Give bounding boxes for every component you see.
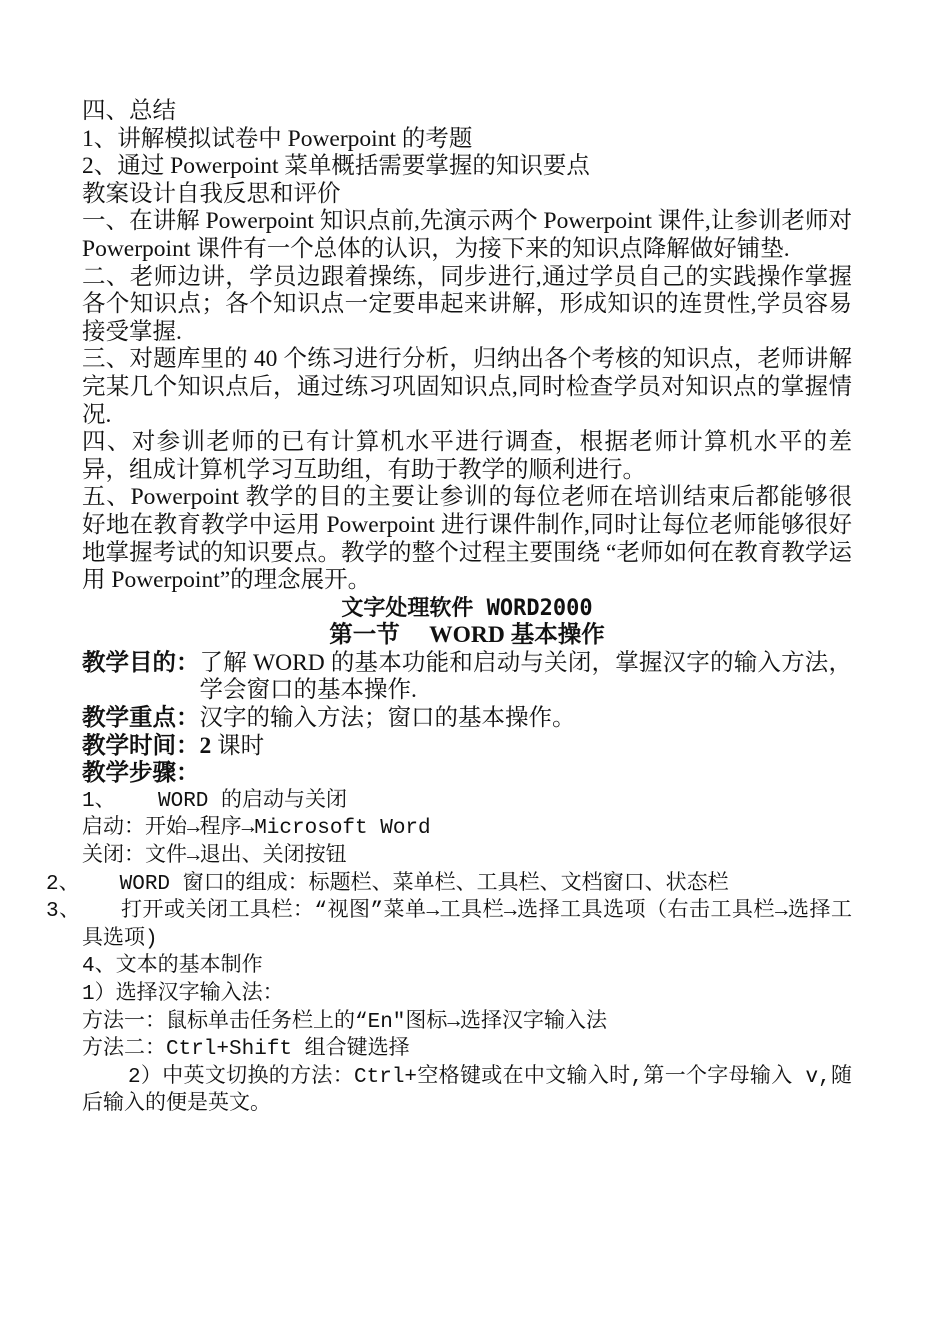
- substep-1: 1）选择汉字输入法：: [82, 983, 284, 1006]
- summary-item-2: 2、通过 Powerpoint 菜单概括需要掌握的知识要点: [82, 153, 590, 180]
- lesson-goal: [82, 650, 852, 705]
- time-label: 教学时间：: [82, 732, 200, 759]
- reflection-heading: 教案设计自我反思和评价: [82, 180, 341, 207]
- method-1: 方法一：鼠标单击任务栏上的“En"图标→选择汉字输入法: [82, 1010, 608, 1034]
- chapter-title: 文字处理软件 WORD2000: [341, 595, 593, 621]
- step-2: [46, 871, 852, 899]
- lesson-time: [82, 733, 852, 761]
- step-2-number: 2、: [46, 872, 80, 896]
- step-3: [46, 898, 852, 953]
- section-title: 第一节 WORD 基本操作: [329, 622, 605, 649]
- focus-label: 教学重点：: [82, 705, 200, 732]
- goal-label: 教学目的：: [82, 649, 200, 676]
- reflection-paragraph-1: 一、在讲解 Powerpoint 知识点前,先演示两个 Powerpoint 课件,让参训老师对 Powerpoint 课件有一个总体的认识，为接下来的知识点降解做好铺垫.: [82, 208, 852, 262]
- step-close: 关闭：文件→退出、关闭按钮: [82, 845, 347, 869]
- summary-item-1: 1、讲解模拟试卷中 Powerpoint 的考题: [82, 125, 473, 152]
- step-3-text: 打开或关闭工具栏：“视图”菜单→工具栏→选择工具选项（右击工具栏→选择工具选项): [82, 900, 852, 951]
- document-page: [46, 98, 852, 1119]
- step-4: 4、文本的基本制作: [82, 955, 263, 979]
- step-1-text: WORD 的启动与关闭: [158, 789, 348, 813]
- time-value: 2: [199, 732, 212, 759]
- reflection-paragraph-3: 三、对题库里的 40 个练习进行分析，归纳出各个考核的知识点，老师讲解完某几个知识点后，通过练习巩固知识点,同时检查学员对知识点的掌握情况.: [82, 346, 852, 428]
- method-2: 方法二：Ctrl+Shift 组合键选择: [82, 1038, 410, 1062]
- steps-label: 教学步骤：: [82, 760, 200, 787]
- step-2-text: WORD 窗口的组成：标题栏、菜单栏、工具栏、文档窗口、状态栏: [119, 872, 729, 896]
- reflection-paragraph-2: 二、老师边讲，学员边跟着操练，同步进行,通过学员自己的实践操作掌握各个知识点；各个知识点一定要串起来讲解，形成知识的连贯性,学员容易接受掌握.: [82, 263, 852, 345]
- step-start: 启动：开始→程序→Microsoft Word: [82, 817, 431, 841]
- goal-text: 了解 WORD 的基本功能和启动与关闭，掌握汉字的输入方法，学会窗口的基本操作.: [199, 649, 852, 704]
- lesson-focus: [82, 705, 852, 733]
- substep-2: 2）中英文切换的方法：Ctrl+空格键或在中文输入时,第一个字母输入 v,随后输入的便是英文。: [82, 1065, 852, 1117]
- step-3-number: 3、: [46, 900, 81, 924]
- reflection-paragraph-5: 五、Powerpoint 教学的目的主要让参训的每位老师在培训结束后都能够很好地在教育教学中运用 Powerpoint 进行课件制作,同时让每位老师能够很好地掌握考试的知识要点。教学的整个过程主要围绕 “老师如何在教育教学运用 Powerpoint”的理念展开。: [82, 484, 852, 594]
- step-1-number: 1、: [82, 789, 116, 813]
- summary-heading: 四、总结: [82, 98, 176, 124]
- focus-text: 汉字的输入方法；窗口的基本操作。: [199, 705, 576, 732]
- step-1: [82, 788, 852, 816]
- time-unit: 课时: [217, 732, 265, 759]
- reflection-paragraph-4: 四、对参训老师的已有计算机水平进行调查，根据老师计算机水平的差异，组成计算机学习互助组，有助于教学的顺利进行。: [82, 429, 852, 483]
